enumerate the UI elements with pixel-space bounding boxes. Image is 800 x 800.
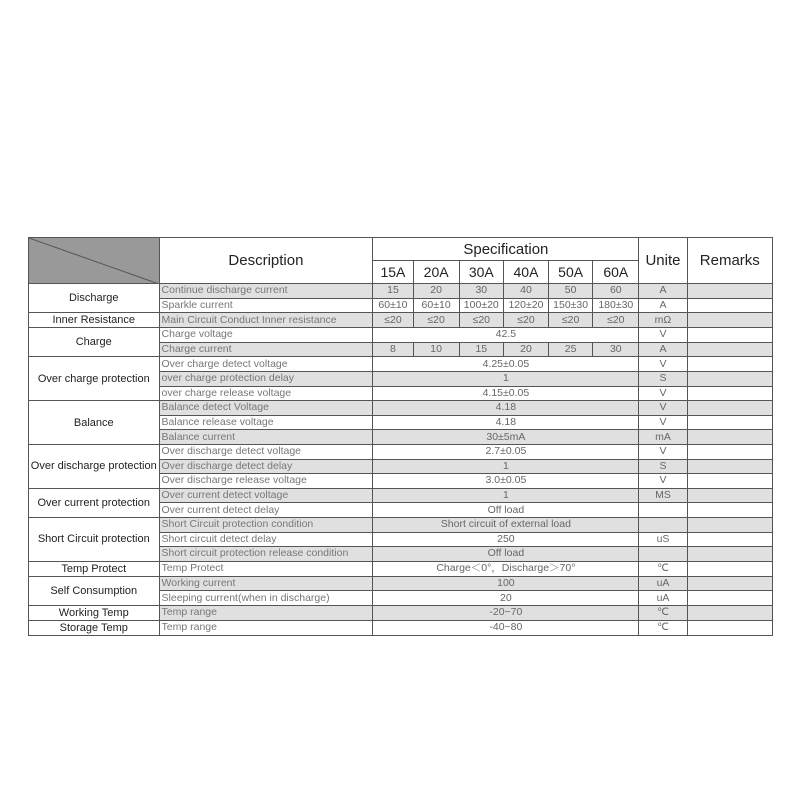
diagonal-line — [29, 238, 159, 284]
amp-header-30a: 30A — [459, 261, 503, 284]
value-50a: 25 — [549, 342, 593, 357]
unit-cell: uS — [639, 532, 687, 547]
row-description: Over discharge detect delay — [159, 459, 373, 474]
unit-cell: mA — [639, 430, 687, 445]
amp-header-60a: 60A — [593, 261, 639, 284]
unit-cell: V — [639, 444, 687, 459]
value-all-models: 100 — [373, 576, 639, 591]
value-30a: 100±20 — [459, 298, 503, 313]
value-all-models: Off load — [373, 503, 639, 518]
unit-cell: uA — [639, 576, 687, 591]
value-all-models: 3.0±0.05 — [373, 474, 639, 489]
value-20a: 60±10 — [413, 298, 459, 313]
row-description: Over discharge detect voltage — [159, 444, 373, 459]
specification-header: Specification — [373, 238, 639, 261]
remarks-cell — [687, 313, 772, 328]
value-all-models: 250 — [373, 532, 639, 547]
unit-cell: S — [639, 371, 687, 386]
value-all-models: 42.5 — [373, 328, 639, 343]
description-header: Description — [159, 238, 373, 284]
value-30a: ≤20 — [459, 313, 503, 328]
amp-header-50a: 50A — [549, 261, 593, 284]
value-all-models: 30±5mA — [373, 430, 639, 445]
remarks-cell — [687, 386, 772, 401]
row-description: Charge voltage — [159, 328, 373, 343]
value-all-models: 4.18 — [373, 415, 639, 430]
unit-cell: V — [639, 415, 687, 430]
row-description: Working current — [159, 576, 373, 591]
unit-cell: V — [639, 357, 687, 372]
remarks-cell — [687, 444, 772, 459]
remarks-cell — [687, 503, 772, 518]
remarks-cell — [687, 357, 772, 372]
remarks-cell — [687, 371, 772, 386]
unit-cell: ℃ — [639, 620, 687, 635]
unit-cell — [639, 503, 687, 518]
specification-table — [28, 237, 773, 636]
row-description: Over current detect delay — [159, 503, 373, 518]
unit-cell: A — [639, 342, 687, 357]
value-all-models: Short circuit of external load — [373, 517, 639, 532]
row-description: Over charge detect voltage — [159, 357, 373, 372]
table-row — [29, 620, 773, 635]
table-row — [29, 444, 773, 459]
row-description: Sparkle current — [159, 298, 373, 313]
category-temp-protect: Temp Protect — [29, 561, 160, 576]
row-description: Over discharge release voltage — [159, 474, 373, 489]
row-description: Sleeping current(when in discharge) — [159, 591, 373, 606]
remarks-cell — [687, 474, 772, 489]
value-all-models: 4.15±0.05 — [373, 386, 639, 401]
row-description: Balance current — [159, 430, 373, 445]
row-description: Over current detect voltage — [159, 488, 373, 503]
value-30a: 15 — [459, 342, 503, 357]
unit-cell: V — [639, 401, 687, 416]
value-20a: 10 — [413, 342, 459, 357]
value-all-models: 20 — [373, 591, 639, 606]
unit-cell: mΩ — [639, 313, 687, 328]
value-40a: 120±20 — [503, 298, 548, 313]
value-60a: 180±30 — [593, 298, 639, 313]
unit-cell: S — [639, 459, 687, 474]
category-over-current: Over current protection — [29, 488, 160, 517]
value-60a: 60 — [593, 284, 639, 299]
row-description: Main Circuit Conduct Inner resistance — [159, 313, 373, 328]
value-all-models: Off load — [373, 547, 639, 562]
table-row — [29, 576, 773, 591]
table-row — [29, 561, 773, 576]
row-description: Continue discharge current — [159, 284, 373, 299]
remarks-cell — [687, 605, 772, 620]
value-60a: 30 — [593, 342, 639, 357]
value-40a: 20 — [503, 342, 548, 357]
table-row — [29, 284, 773, 299]
remarks-cell — [687, 459, 772, 474]
remarks-cell — [687, 620, 772, 635]
remarks-cell — [687, 591, 772, 606]
value-50a: 150±30 — [549, 298, 593, 313]
remarks-cell — [687, 430, 772, 445]
value-all-models: 2.7±0.05 — [373, 444, 639, 459]
unit-cell: V — [639, 328, 687, 343]
row-description: Balance release voltage — [159, 415, 373, 430]
unit-cell: MS — [639, 488, 687, 503]
table-row — [29, 517, 773, 532]
row-description: Short circuit detect delay — [159, 532, 373, 547]
remarks-cell — [687, 517, 772, 532]
value-15a: 60±10 — [373, 298, 413, 313]
remarks-cell — [687, 284, 772, 299]
category-short-circuit: Short Circuit protection — [29, 517, 160, 561]
value-60a: ≤20 — [593, 313, 639, 328]
value-all-models: 1 — [373, 371, 639, 386]
table-row — [29, 357, 773, 372]
unit-cell: ℃ — [639, 605, 687, 620]
category-balance: Balance — [29, 401, 160, 445]
row-description: Balance detect Voltage — [159, 401, 373, 416]
value-15a: 15 — [373, 284, 413, 299]
row-description: Temp range — [159, 620, 373, 635]
table-row — [29, 401, 773, 416]
unite-header: Unite — [639, 238, 687, 284]
value-all-models: 1 — [373, 459, 639, 474]
header-corner-cell — [29, 238, 160, 284]
unit-cell: A — [639, 298, 687, 313]
row-description: Short Circuit protection condition — [159, 517, 373, 532]
table-row — [29, 605, 773, 620]
unit-cell — [639, 517, 687, 532]
row-description: over charge protection delay — [159, 371, 373, 386]
value-all-models: -40~80 — [373, 620, 639, 635]
remarks-cell — [687, 576, 772, 591]
remarks-cell — [687, 328, 772, 343]
table-row — [29, 328, 773, 343]
remarks-cell — [687, 342, 772, 357]
row-description: Temp Protect — [159, 561, 373, 576]
value-all-models: 4.25±0.05 — [373, 357, 639, 372]
amp-header-15a: 15A — [373, 261, 413, 284]
row-description: over charge release voltage — [159, 386, 373, 401]
value-30a: 30 — [459, 284, 503, 299]
unit-cell: ℃ — [639, 561, 687, 576]
value-all-models: -20~70 — [373, 605, 639, 620]
remarks-header: Remarks — [687, 238, 772, 284]
value-20a: 20 — [413, 284, 459, 299]
unit-cell: A — [639, 284, 687, 299]
unit-cell: V — [639, 474, 687, 489]
value-all-models: 1 — [373, 488, 639, 503]
value-all-models: 4.18 — [373, 401, 639, 416]
row-description: Charge current — [159, 342, 373, 357]
category-self-consumption: Self Consumption — [29, 576, 160, 605]
remarks-cell — [687, 298, 772, 313]
amp-header-40a: 40A — [503, 261, 548, 284]
value-15a: ≤20 — [373, 313, 413, 328]
value-50a: 50 — [549, 284, 593, 299]
value-20a: ≤20 — [413, 313, 459, 328]
unit-cell — [639, 547, 687, 562]
category-over-discharge: Over discharge protection — [29, 444, 160, 488]
value-50a: ≤20 — [549, 313, 593, 328]
value-40a: ≤20 — [503, 313, 548, 328]
category-charge: Charge — [29, 328, 160, 357]
remarks-cell — [687, 547, 772, 562]
category-storage-temp: Storage Temp — [29, 620, 160, 635]
row-description: Short circuit protection release condition — [159, 547, 373, 562]
category-over-charge: Over charge protection — [29, 357, 160, 401]
value-all-models: Charge＜0°，Discharge＞70° — [373, 561, 639, 576]
amp-header-20a: 20A — [413, 261, 459, 284]
remarks-cell — [687, 561, 772, 576]
table-row — [29, 488, 773, 503]
table-row — [29, 313, 773, 328]
remarks-cell — [687, 415, 772, 430]
category-inner-resistance: Inner Resistance — [29, 313, 160, 328]
remarks-cell — [687, 401, 772, 416]
row-description: Temp range — [159, 605, 373, 620]
unit-cell: V — [639, 386, 687, 401]
remarks-cell — [687, 532, 772, 547]
category-discharge: Discharge — [29, 284, 160, 313]
unit-cell: uA — [639, 591, 687, 606]
value-40a: 40 — [503, 284, 548, 299]
remarks-cell — [687, 488, 772, 503]
category-working-temp: Working Temp — [29, 605, 160, 620]
value-15a: 8 — [373, 342, 413, 357]
